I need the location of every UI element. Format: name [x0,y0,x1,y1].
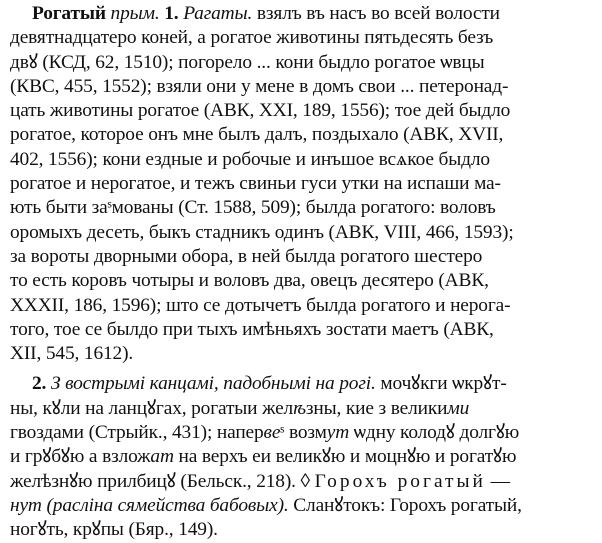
entry-line: (КВС, 455, 1552); взяли они у мене в домъ свои ... петеронад- [10,75,509,97]
citation-text: желѣзнꙋю прилбицꙋ (Бельск., 218). ◊ [10,470,310,492]
entry-line: 402, 1556); кони ездные и робочые и инъшое всѧкое быдло [10,148,490,170]
citation-text: и грꙋбꙋю а взлож [10,446,151,468]
entry-line: рогатое и нерогатое, и тежъ свиньи гуси утки на испаши ма- [10,173,501,195]
citation-letter: ат [150,446,174,468]
citation-text: на верхъ еи великꙋю и моцнꙋю и рогатꙋю [173,446,517,468]
citation-text: ѡдну колодꙋ долгꙋю [349,422,520,444]
citation-text: Сланꙋтокъ: Горохъ рогатый, [288,494,522,516]
entry-line: того, тое се былдо при тыхъ имѣньяхъ зостати маетъ (АВК, [10,318,494,340]
entry-line: цать животины рогатое (АВК, XXI, 189, 1556); тое дей быдло [10,100,511,122]
citation-letter: ѣ [293,397,306,419]
entry-line: то есть коровъ чотыры и воловъ два, овецъ десятеро (АВК, [10,270,489,292]
entry-line [10,421,596,445]
entry-line: двꙋ (КСД, 62, 1510); погорело ... кони быдло рогатое ѡвцы [10,51,485,73]
entry-line [10,2,596,26]
entry-line [10,494,596,518]
citation-text: взялъ въ насъ во всей волости [256,3,500,24]
citation-letter: ве [263,422,281,444]
entry-line [10,470,596,494]
entry-line [10,445,596,469]
entry-line: девятнадцатеро коней, а рогатое животины пятьдесять безъ [10,27,494,49]
entry-line [10,372,596,396]
entry-line: ногꙋть, крꙋпы (Бяр., 149). [10,519,218,541]
grammar-label: прым. [110,3,160,24]
citation-text: гвоздами (Стрыйк., 431); напер [10,422,264,444]
entry-line: XXXII, 186, 1596); што се дотычетъ былда рогатого и нерога- [10,294,511,316]
entry-line: оромыхъ десеть, быкъ стадникъ одинъ (АВК, VIII, 466, 1593); [10,221,514,243]
citation-text: ˢ возм [280,422,327,444]
citation-letter: ми [447,397,470,419]
citation-text: зны, кие з велики [305,397,448,419]
citation-text: — [485,470,510,492]
citation-text: мочꙋкги ѡкрꙋт- [380,373,507,395]
sense-number: 1. [164,3,179,24]
sense-gloss: З вострымі канцамі, падобнымі на рогі. [50,373,376,395]
phraseological-unit: Горохъ рогатый [314,470,486,492]
entry-line [10,397,596,421]
sense-number: 2. [32,373,47,395]
headword: Рогатый [32,3,106,24]
phrase-gloss: нут (расліна сямейства бабовых). [10,494,289,516]
citation-text: ны, кꙋли на ланцꙋгах, рогатыи жел [10,397,294,419]
entry-line: за вороты дворными обора, в ней былда рогатого шестеро [10,245,483,267]
entry-line: рогатое, которое онъ мне былъ далъ, поздыхало (АВК, XVII, [10,124,504,146]
entry-line: ють быти заˢмованы (Ст. 1588, 509); былда рогатого: воловъ [10,197,496,219]
citation-letter: ут [326,422,350,444]
entry-line: XII, 545, 1612). [10,343,134,365]
sense-gloss: Рагаты. [183,3,253,24]
